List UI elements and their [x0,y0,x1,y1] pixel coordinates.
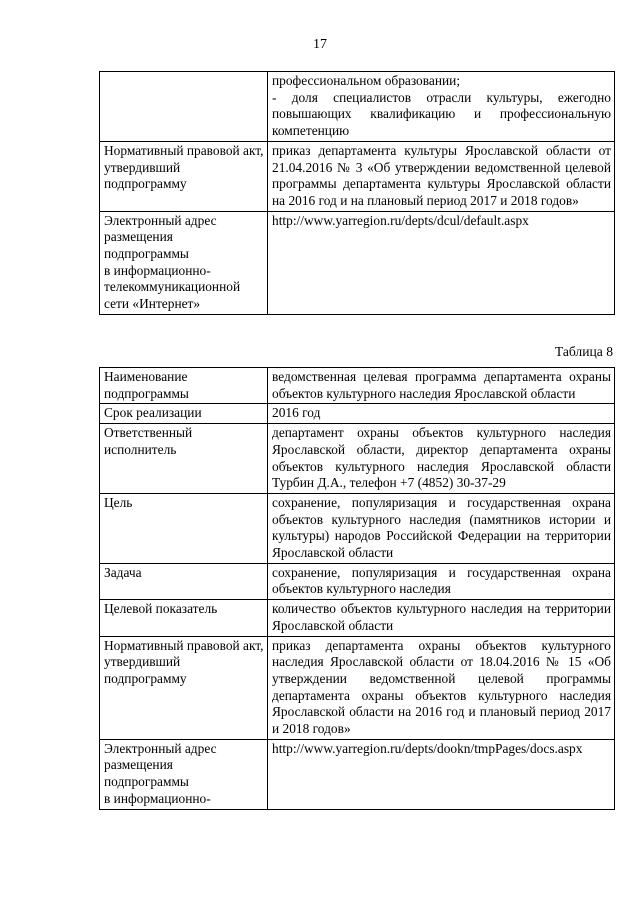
row-value-text: приказ департамента охраны объектов культурного наследия Ярославской области от 18.04.2016 № 15 «Об утверждении ведомственной целевой программы департамента охраны объектов культурного наследия Ярославской области на 2016 год и плановый период 2017 и 2018 годов» [272,637,611,737]
row-label-text: Срок реализации [104,405,202,421]
row-label-cell [100,493,268,563]
row-label-text: Нормативный правовой акт, утвердивший подпрограмму [104,142,264,192]
table-caption: Таблица 8 [554,344,613,359]
row-label-text: Наименование подпрограммы [104,369,189,401]
table-row [100,493,615,563]
row-label-text: сети «Интернет» [104,296,201,312]
row-label-text: телекоммуникационной [104,279,241,295]
row-label-text: подпрограммы [104,246,189,262]
row-value-cell [268,424,615,494]
row-value-cell [268,563,615,599]
row-value-text: ведомственная целевая программа департамента охраны объектов культурного наследия Ярославской области [272,369,611,401]
row-label-text: размещения [104,757,173,773]
row-value-cell [268,211,615,314]
subprogram-table-continued [99,71,615,315]
row-label-cell [100,636,268,739]
table2-body [100,368,615,810]
row-label-cell [100,211,268,314]
row-value-cell [268,636,615,739]
row-value-cell [268,600,615,636]
row-value-text: приказ департамента культуры Ярославской области от 21.04.2016 № 3 «Об утверждении ведомственной целевой программы департамента культуры Ярославской области на 2016 год и на плановый период 2017 и 2018 годов» [272,142,611,208]
row-label-text: Электронный адрес [104,740,217,756]
row-label-text: подпрограммы [104,774,189,790]
row-value-text: сохранение, популяризация и государственная охрана объектов культурного наследия (памятников истории и культуры) народов Российской Федерации на территории Ярославской области [272,494,611,561]
row-label-text: в информационно- [104,262,211,278]
row-value-text: департамент охраны объектов культурного наследия Ярославской области, директор департамента охраны объектов культурного наследия Ярославской области Турбин Д.А., телефон +7 (4852) 30-37-29 [272,425,611,491]
page-number: 17 [313,37,327,52]
row-label-cell [100,739,268,809]
row-value-cell [268,141,615,211]
row-value-text: количество объектов культурного наследия на территории Ярославской области [272,601,611,633]
row-value-cell [268,72,615,142]
row-value-link: http://www.yarregion.ru/depts/dookn/tmpPages/docs.aspx [272,740,583,756]
row-label-text: Электронный адрес [104,212,217,228]
row-label-text: Целевой показатель [104,601,218,617]
table-row [100,563,615,599]
row-label-text: Ответственный исполнитель [104,425,193,457]
row-label-text: Цель [104,494,133,510]
row-label-cell [100,141,268,211]
row-label-cell [100,563,268,599]
row-label-cell [100,404,268,424]
row-value-link: http://www.yarregion.ru/depts/dcul/default.aspx [272,212,529,228]
row-label-cell [100,600,268,636]
table-row [100,424,615,494]
row-value-text: сохранение, популяризация и государственная охрана объектов культурного наследия [272,564,611,597]
table-row [100,141,615,211]
row-label-text: Задача [104,564,142,580]
row-label-text: размещения [104,229,173,245]
table-row [100,404,615,424]
table-row [100,636,615,739]
row-label-text: Нормативный правовой акт, утвердивший подпрограмму [104,637,264,686]
table-row [100,368,615,404]
row-label-cell [100,72,268,142]
table-row [100,739,615,809]
table-row [100,600,615,636]
row-value-text: 2016 год [272,405,321,421]
row-label-text: в информационно- [104,790,211,806]
row-value-cell [268,493,615,563]
row-label-cell [100,424,268,494]
row-value-text: - доля специалистов отрасли культуры, ежегодно повышающих квалификацию и профессиональную компетенцию [272,89,611,139]
subprogram-table-8 [99,367,615,810]
row-value-text: профессиональном образовании; [272,73,461,88]
row-value-cell [268,404,615,424]
row-value-cell [268,368,615,404]
table1-body [100,72,615,315]
table-row [100,211,615,314]
row-value-cell [268,739,615,809]
table-row [100,72,615,142]
row-label-cell [100,368,268,404]
